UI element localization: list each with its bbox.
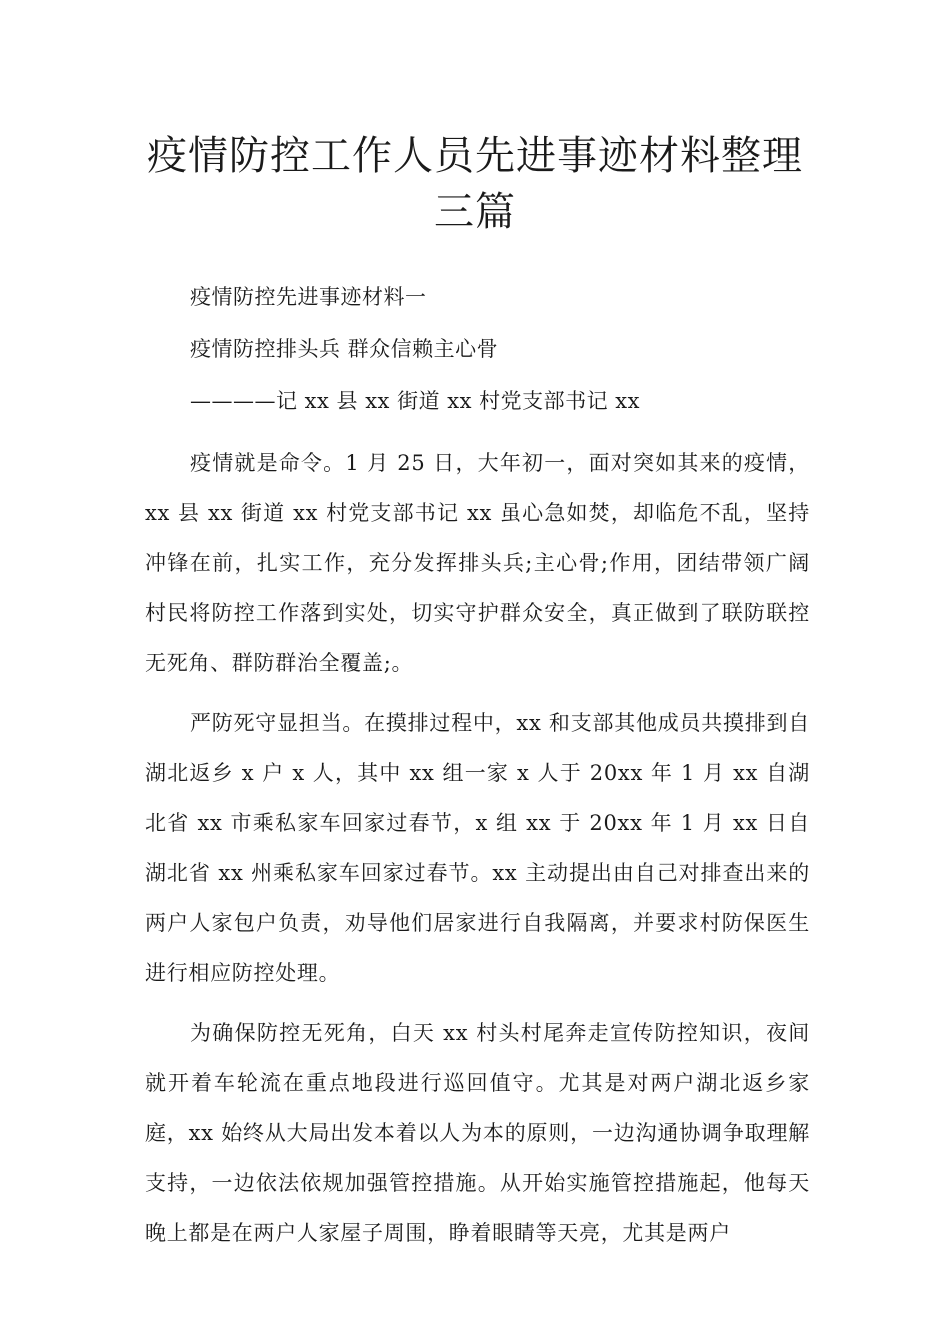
document-body xyxy=(145,282,810,1258)
paragraph-2: 严防死守显担当。在摸排过程中，xx 和支部其他成员共摸排到自湖北返乡 x 户 x 人，其中 xx 组一家 x 人于 20xx 年 1 月 xx 自湖北省 xx 市乘私家车回家过春节，x 组 xx 于 20xx 年 1 月 xx 日自湖北省 xx 州乘私家车回家过春节。xx 主动提出由自己对排查出来的两户人家包户负责，劝导他们居家进行自我隔离，并要求村防保医生进行相应防控处理。 xyxy=(145,711,810,985)
paragraph-3: 为确保防控无死角，白天 xx 村头村尾奔走宣传防控知识，夜间就开着车轮流在重点地段进行巡回值守。尤其是对两户湖北返乡家庭，xx 始终从大局出发本着以人为本的原则，一边沟通协调争取理解支持，一边依法依规加强管控措施。从开始实施管控措施起，他每天晚上都是在两户人家屋子周围，睁着眼睛等天亮，尤其是两户 xyxy=(145,1021,810,1245)
document-title: 疫情防控工作人员先进事迹材料整理三篇 xyxy=(147,133,803,235)
section-title: 疫情防控先进事迹材料一 xyxy=(190,285,427,309)
section-subtitle: 疫情防控排头兵 群众信赖主心骨 xyxy=(190,337,499,361)
paragraph-1: 疫情就是命令。1 月 25 日，大年初一，面对突如其来的疫情，xx 县 xx 街道 xx 村党支部书记 xx 虽心急如焚，却临危不乱，坚持冲锋在前，扎实工作，充分发挥排头兵;主心骨;作用，团结带领广阔村民将防控工作落到实处，切实守护群众安全，真正做到了联防联控无死角、群防群治全覆盖;。 xyxy=(145,451,810,675)
byline: ————记 xx 县 xx 街道 xx 村党支部书记 xx xyxy=(190,389,640,413)
